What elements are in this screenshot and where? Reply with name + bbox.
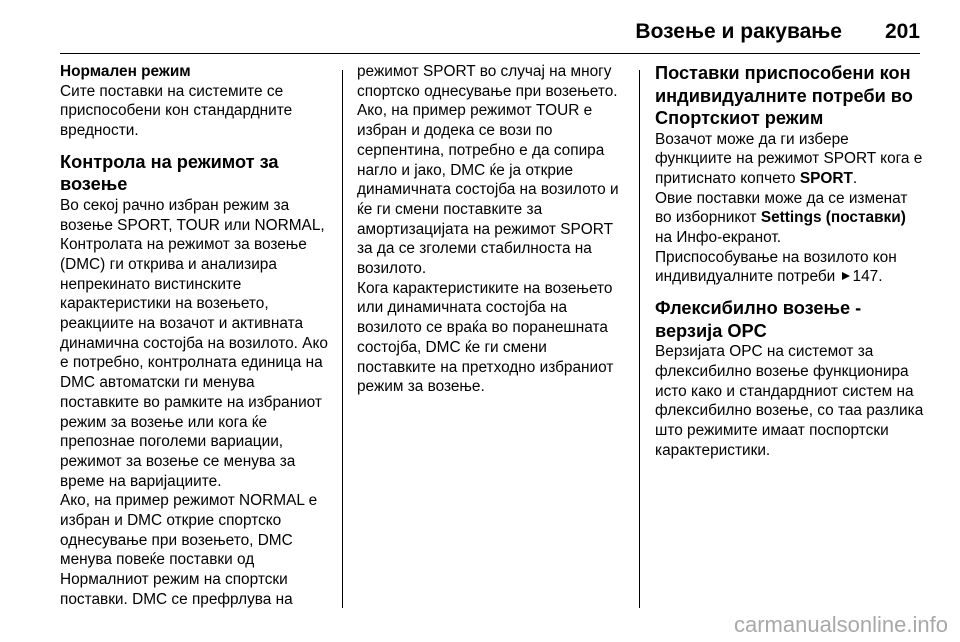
paragraph	[655, 130, 927, 189]
text: .	[852, 169, 858, 187]
column-divider	[639, 70, 640, 608]
paragraph	[655, 248, 927, 287]
section-heading-dmc: Контрола на режимот за возење	[60, 151, 279, 195]
text: Возачот може да ги избере функциите на режимот SPORT кога е притиснато копчето	[655, 130, 923, 187]
watermark: carmanualsonline.info	[733, 612, 948, 637]
column-3	[655, 62, 927, 460]
paragraph: Ако, на пример режимот NORMAL е избран и DMC открие спортско однесување при возењето, DMC менува повеќе поставки од Нормалниот режим на спортски поставки. DMC се префрлува на	[60, 492, 318, 608]
page-reference[interactable]: 147.	[852, 268, 883, 286]
column-2	[357, 62, 629, 397]
paragraph: Ако, на пример режимот TOUR е избран и додека се вози по серпентина, потребно е да сопира нагло и јако, DMC ќе ја открие динамичната состојба на возилото и ќе ги смени поставките за амортизацијата на режимот SPORT за да се зголеми стабилноста на возилото.	[357, 102, 619, 278]
paragraph: Сите поставки на системите се приспособени кон стандардните вредности.	[60, 82, 293, 140]
paragraph: Кога карактеристиките на возењето или динамичната состојба на возилото се враќа во поранешната состојба, DMC ќе ги смени поставките на претходно избраниот режим за возење.	[357, 279, 614, 396]
paragraph: Верзијата OPC на системот за флексибилно возење функционира исто како и стандардниот систем на флексибилно возење, со таа разлика што режимите имаат поспортски карактеристики.	[655, 343, 924, 459]
text: Приспособување на возилото кон индивидуалните потреби	[655, 248, 897, 286]
paragraph: Во секој рачно избран режим за возење SPORT, TOUR или NORMAL, Контролата на режимот за возење (DMC) ги открива и анализира непрекинато вистинските карактеристики на возењето, реакциите на возачот и активната динамична состојба на возилото. Ако е потребно, контролната единица на DMC автоматски ги менува поставките во рамките на избраниот режим за возење или кога ќе препознае поголеми вариации, режимот за возење се менува за време на варијациите.	[60, 196, 328, 490]
header-rule	[60, 53, 920, 54]
paragraph: режимот SPORT во случај на многу спортско однесување при возењето.	[357, 63, 618, 100]
subheading-normal-mode: Нормален режим	[60, 63, 191, 80]
page-header	[60, 10, 920, 54]
section-heading-flexride-opc: Флексибилно возење - верзија OPC	[655, 298, 862, 341]
page-reference-arrow-icon	[842, 272, 850, 280]
text: Овие поставки може да се изменат во изборникот	[655, 189, 908, 227]
paragraph	[655, 189, 927, 248]
text: на Инфо-екранот.	[655, 229, 781, 247]
column-divider	[342, 70, 343, 608]
section-heading-sport-settings: Поставки приспособени кон индивидуалните потреби во Спортскиот режим	[655, 63, 913, 128]
sport-button-label: SPORT	[799, 169, 853, 187]
settings-menu-label: Settings (поставки)	[760, 209, 906, 227]
header-title: Возење и ракување	[635, 20, 842, 43]
page-number: 201	[884, 20, 920, 43]
column-1	[60, 62, 332, 610]
